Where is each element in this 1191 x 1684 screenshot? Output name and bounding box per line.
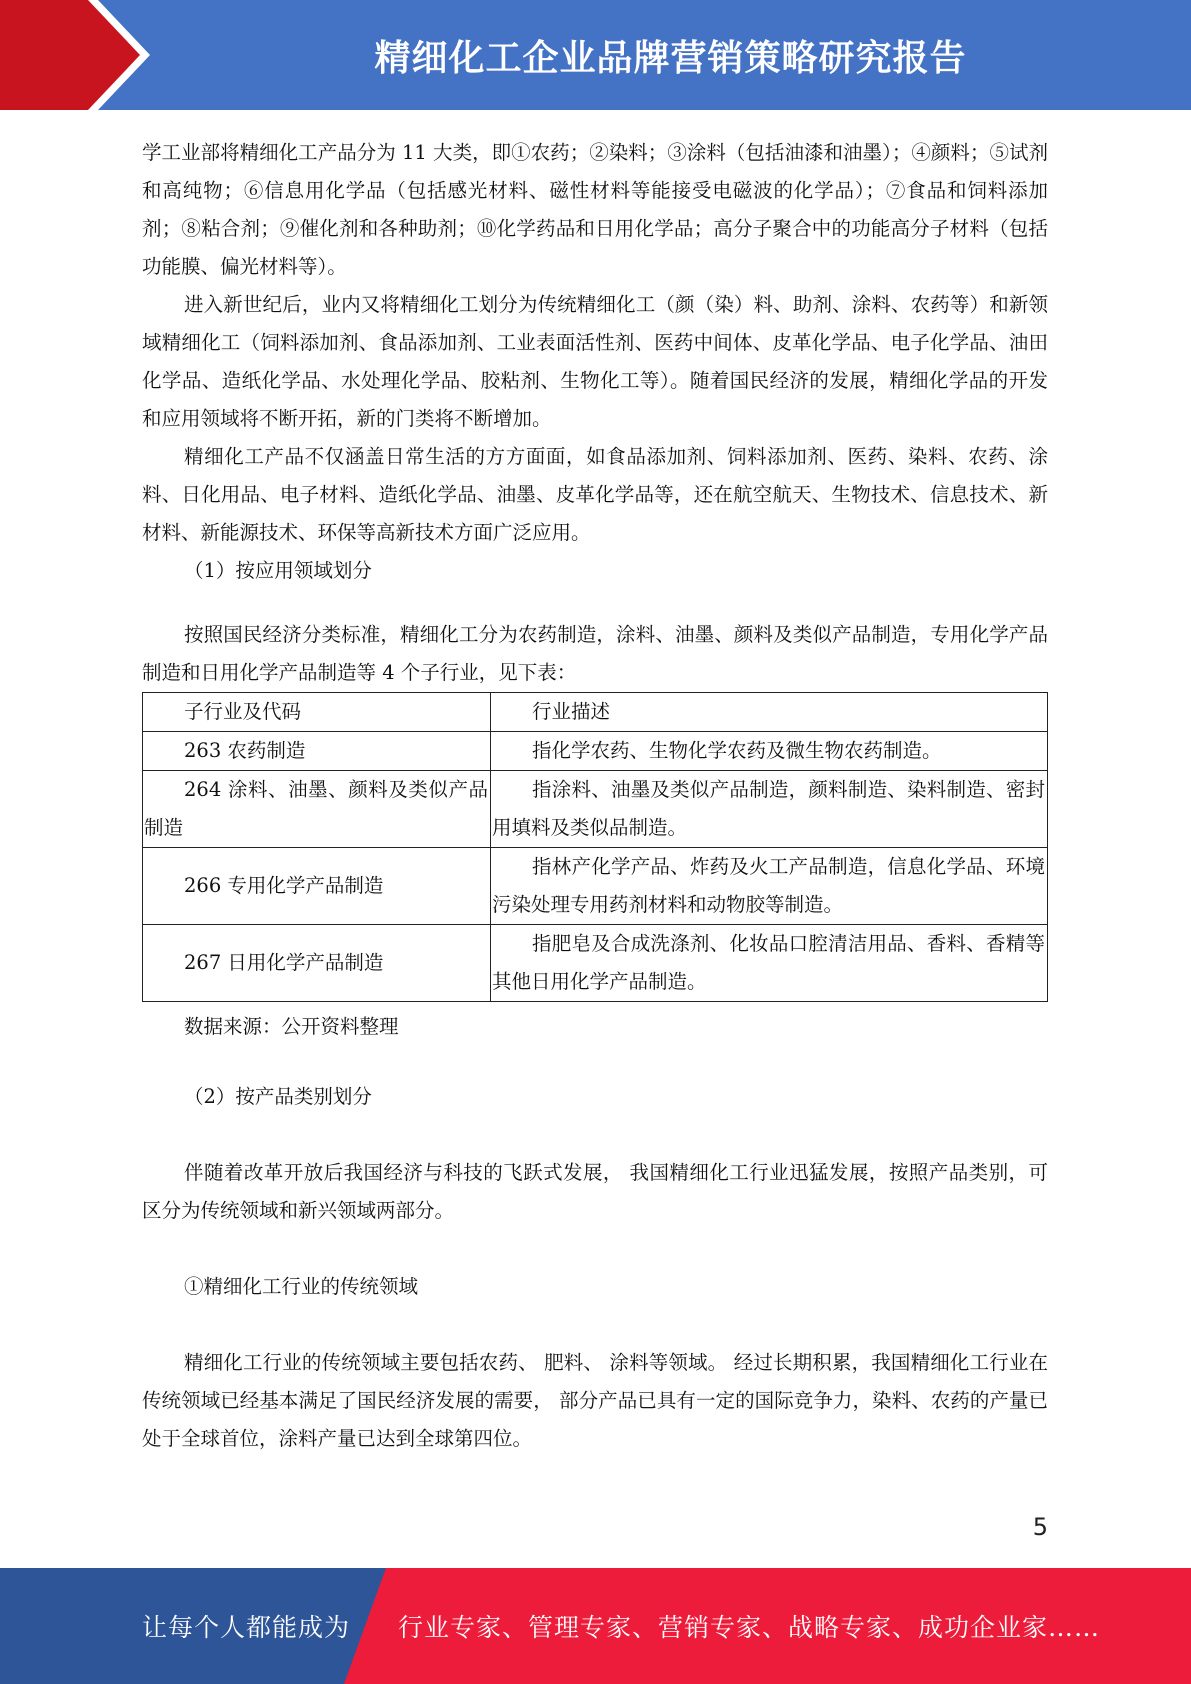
spacer <box>142 1116 1048 1154</box>
data-source-note: 数据来源：公开资料整理 <box>184 1015 399 1038</box>
table-row <box>143 848 1048 925</box>
table-cell-description: 指涂料、油墨及类似产品制造，颜料制造、染料制造、密封用填料及类似品制造。 <box>491 771 1048 848</box>
table-cell-description: 指化学农药、生物化学农药及微生物农药制造。 <box>491 732 1048 771</box>
section-heading-by-product: （2）按产品类别划分 <box>184 1085 372 1108</box>
paragraph-categories: 学工业部将精细化工产品分为 11 大类，即①农药；②染料；③涂料（包括油漆和油墨）；④颜料；⑤试剂和高纯物；⑥信息用化学品（包括感光材料、磁性材料等能接受电磁波的化学品）；⑦食品和饲料添加剂；⑧粘合剂；⑨催化剂和各种助剂；⑩化学药品和日用化学品；高分子聚合中的功能高分子材料（包括功能膜、偏光材料等）。 <box>142 141 1048 278</box>
page-body <box>142 134 1048 1458</box>
page-header <box>0 0 1191 110</box>
table-cell-description: 指肥皂及合成洗涤剂、化妆品口腔清洁用品、香料、香精等其他日用化学产品制造。 <box>491 925 1048 1002</box>
table-cell-description: 指林产化学产品、炸药及火工产品制造，信息化学品、环境污染处理专用药剂材料和动物胶等制造。 <box>491 848 1048 925</box>
page-footer <box>0 1568 1191 1684</box>
section-heading-traditional-field: ①精细化工行业的传统领域 <box>184 1275 419 1298</box>
table-header-row <box>143 693 1048 732</box>
paragraph-new-century: 进入新世纪后，业内又将精细化工划分为传统精细化工（颜（染）料、助剂、涂料、农药等）和新领域精细化工（饲料添加剂、食品添加剂、工业表面活性剂、医药中间体、皮革化学品、电子化学品、油田化学品、造纸化学品、水处理化学品、胶粘剂、生物化工等）。随着国民经济的发展，精细化学品的开发和应用领域将不断开拓，新的门类将不断增加。 <box>142 293 1048 430</box>
spacer <box>142 1306 1048 1344</box>
table-cell-industry: 264 涂料、油墨、颜料及类似产品制造 <box>143 771 491 848</box>
table-header-cell: 行业描述 <box>491 693 1048 732</box>
spacer <box>142 1230 1048 1268</box>
paragraph-traditional-field: 精细化工行业的传统领域主要包括农药、 肥料、 涂料等领域。 经过长期积累，我国精细化工行业在传统领域已经基本满足了国民经济发展的需要， 部分产品已具有一定的国际竞争力，染料、农药的产量已处于全球首位，涂料产量已达到全球第四位。 <box>142 1351 1048 1450</box>
paragraph-reform-development: 伴随着改革开放后我国经济与科技的飞跃式发展， 我国精细化工行业迅猛发展，按照产品类别，可区分为传统领域和新兴领域两部分。 <box>142 1161 1048 1222</box>
report-title: 精细化工企业品牌营销策略研究报告 <box>374 37 967 79</box>
table-cell-industry: 263 农药制造 <box>143 732 491 771</box>
section-heading-by-application: （1）按应用领域划分 <box>184 559 372 582</box>
spacer <box>142 590 1048 616</box>
table-cell-industry: 266 专用化学产品制造 <box>143 848 491 925</box>
table-header-cell: 子行业及代码 <box>143 693 491 732</box>
table-cell-industry: 267 日用化学产品制造 <box>143 925 491 1002</box>
page-number: 5 <box>1032 1513 1048 1541</box>
table-row <box>143 925 1048 1002</box>
table-row <box>143 732 1048 771</box>
paragraph-applications: 精细化工产品不仅涵盖日常生活的方方面面，如食品添加剂、饲料添加剂、医药、染料、农药、涂料、日化用品、电子材料、造纸化学品、油墨、皮革化学品等，还在航空航天、生物技术、信息技术、新材料、新能源技术、环保等高新技术方面广泛应用。 <box>142 445 1048 544</box>
spacer <box>142 1052 1048 1078</box>
table-row <box>143 771 1048 848</box>
footer-slogan-right: 行业专家、管理专家、营销专家、战略专家、成功企业家…… <box>398 1613 1101 1642</box>
footer-slogan-left: 让每个人都能成为 <box>142 1613 351 1642</box>
sub-industry-table <box>142 692 1048 1002</box>
paragraph-classification-standard: 按照国民经济分类标准，精细化工分为农药制造，涂料、油墨、颜料及类似产品制造，专用化学产品制造和日用化学产品制造等 4 个子行业，见下表： <box>142 623 1048 684</box>
